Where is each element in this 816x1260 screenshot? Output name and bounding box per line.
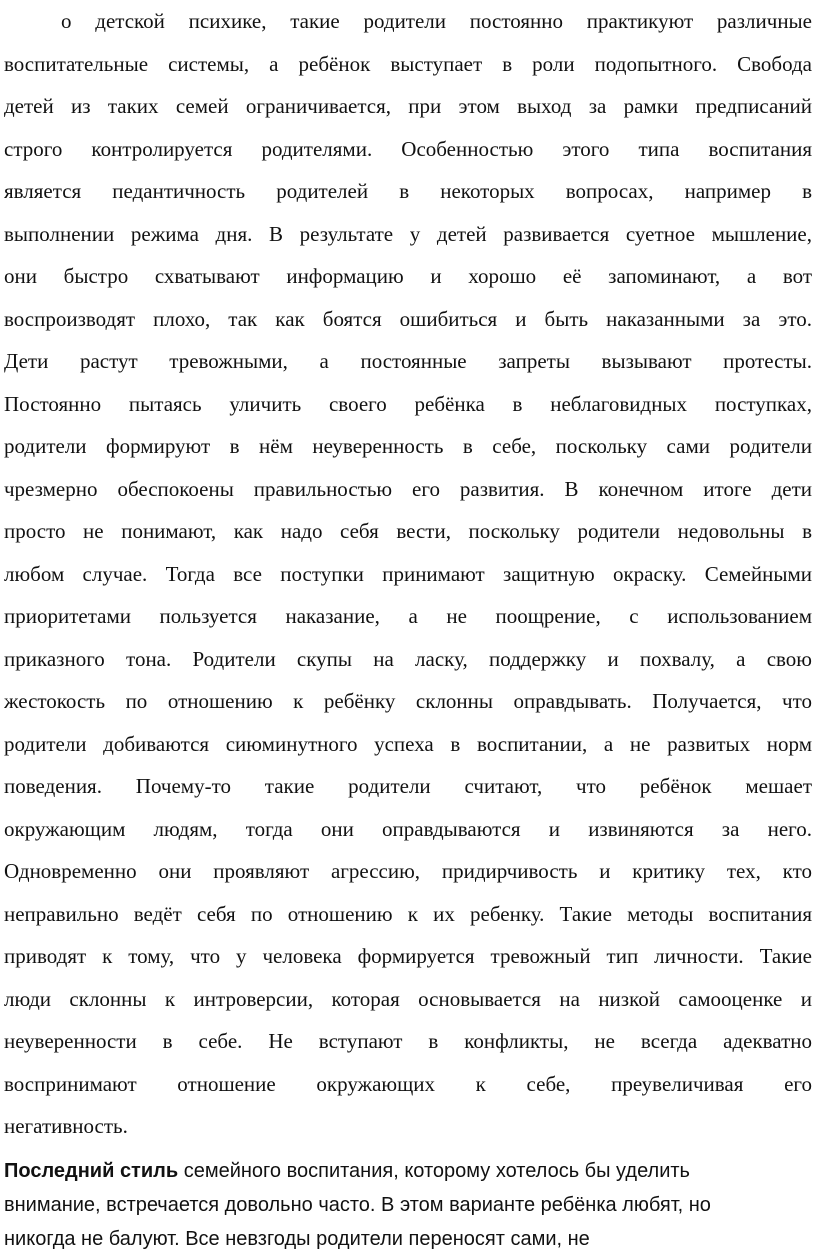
text-line: поведения. Почему-то такие родители считают, что ребёнок мешает: [4, 774, 812, 798]
text-line: воспринимают отношение окружающих к себе, преувеличивая его: [4, 1071, 812, 1096]
text-line: Одновременно они проявляют агрессию, придирчивость и критику тех, кто: [4, 859, 812, 883]
text-line: приказного тона. Родители скупы на ласку, поддержку и похвалу, а свою: [4, 646, 812, 671]
text-line: выполнении режима дня. В результате у детей развивается суетное мышление,: [4, 221, 812, 246]
text-line: неправильно ведёт себя по отношению к их ребенку. Такие методы воспитания: [4, 901, 812, 926]
text-line: Постоянно пытаясь уличить своего ребёнка в неблаговидных поступках,: [4, 391, 812, 416]
text-line: никогда не балуют. Все невзгоды родители переносят сами, не: [4, 1227, 590, 1250]
text-line: они быстро схватывают информацию и хорошо её запоминают, а вот: [4, 264, 812, 288]
text-line: просто не понимают, как надо себя вести, поскольку родители недовольны в: [4, 519, 812, 543]
text-line: Дети растут тревожными, а постоянные запреты вызывают протесты.: [4, 349, 812, 373]
text-line: строго контролируется родителями. Особенностью этого типа воспитания: [4, 136, 812, 161]
text-line: является педантичность родителей в некоторых вопросах, например в: [4, 179, 812, 203]
text-line: воспитательные системы, а ребёнок выступает в роли подопытного. Свобода: [4, 51, 812, 76]
text-line: жестокость по отношению к ребёнку склонны оправдывать. Получается, что: [4, 689, 812, 713]
line-continuation: семейного воспитания, которому хотелось бы уделить: [178, 1159, 690, 1182]
text-line: люди склонны к интроверсии, которая основывается на низкой самооценке и: [4, 986, 812, 1011]
paragraph-last-style: [4, 1154, 812, 1256]
text-line: [4, 1154, 812, 1188]
text-line: внимание, встречается довольно часто. В этом варианте ребёнка любят, но: [4, 1193, 711, 1216]
text-line: любом случае. Тогда все поступки принимают защитную окраску. Семейными: [4, 561, 812, 586]
text-line: неуверенности в себе. Не вступают в конфликты, не всегда адекватно: [4, 1029, 812, 1053]
text-line: родители добиваются сиюминутного успеха в воспитании, а не развитых норм: [4, 731, 812, 756]
text-line: окружающим людям, тогда они оправдываются и извиняются за него.: [4, 816, 812, 841]
text-line: воспроизводят плохо, так как боятся ошибиться и быть наказанными за это.: [4, 306, 812, 331]
text-line: приводят к тому, что у человека формируется тревожный тип личности. Такие: [4, 944, 812, 968]
bold-lead-text: Последний стиль: [4, 1159, 179, 1182]
text-line: детей из таких семей ограничивается, при этом выход за рамки предписаний: [4, 94, 812, 118]
text-line: негативность.: [4, 1114, 128, 1138]
text-line: о детской психике, такие родители постоянно практикуют различные: [61, 9, 812, 33]
text-line: чрезмерно обеспокоены правильностью его развития. В конечном итоге дети: [4, 476, 812, 501]
text-line: приоритетами пользуется наказание, а не поощрение, с использованием: [4, 604, 812, 628]
text-line: родители формируют в нём неуверенность в себе, поскольку сами родители: [4, 434, 812, 458]
paragraph-parenting-style: [4, 0, 812, 1148]
